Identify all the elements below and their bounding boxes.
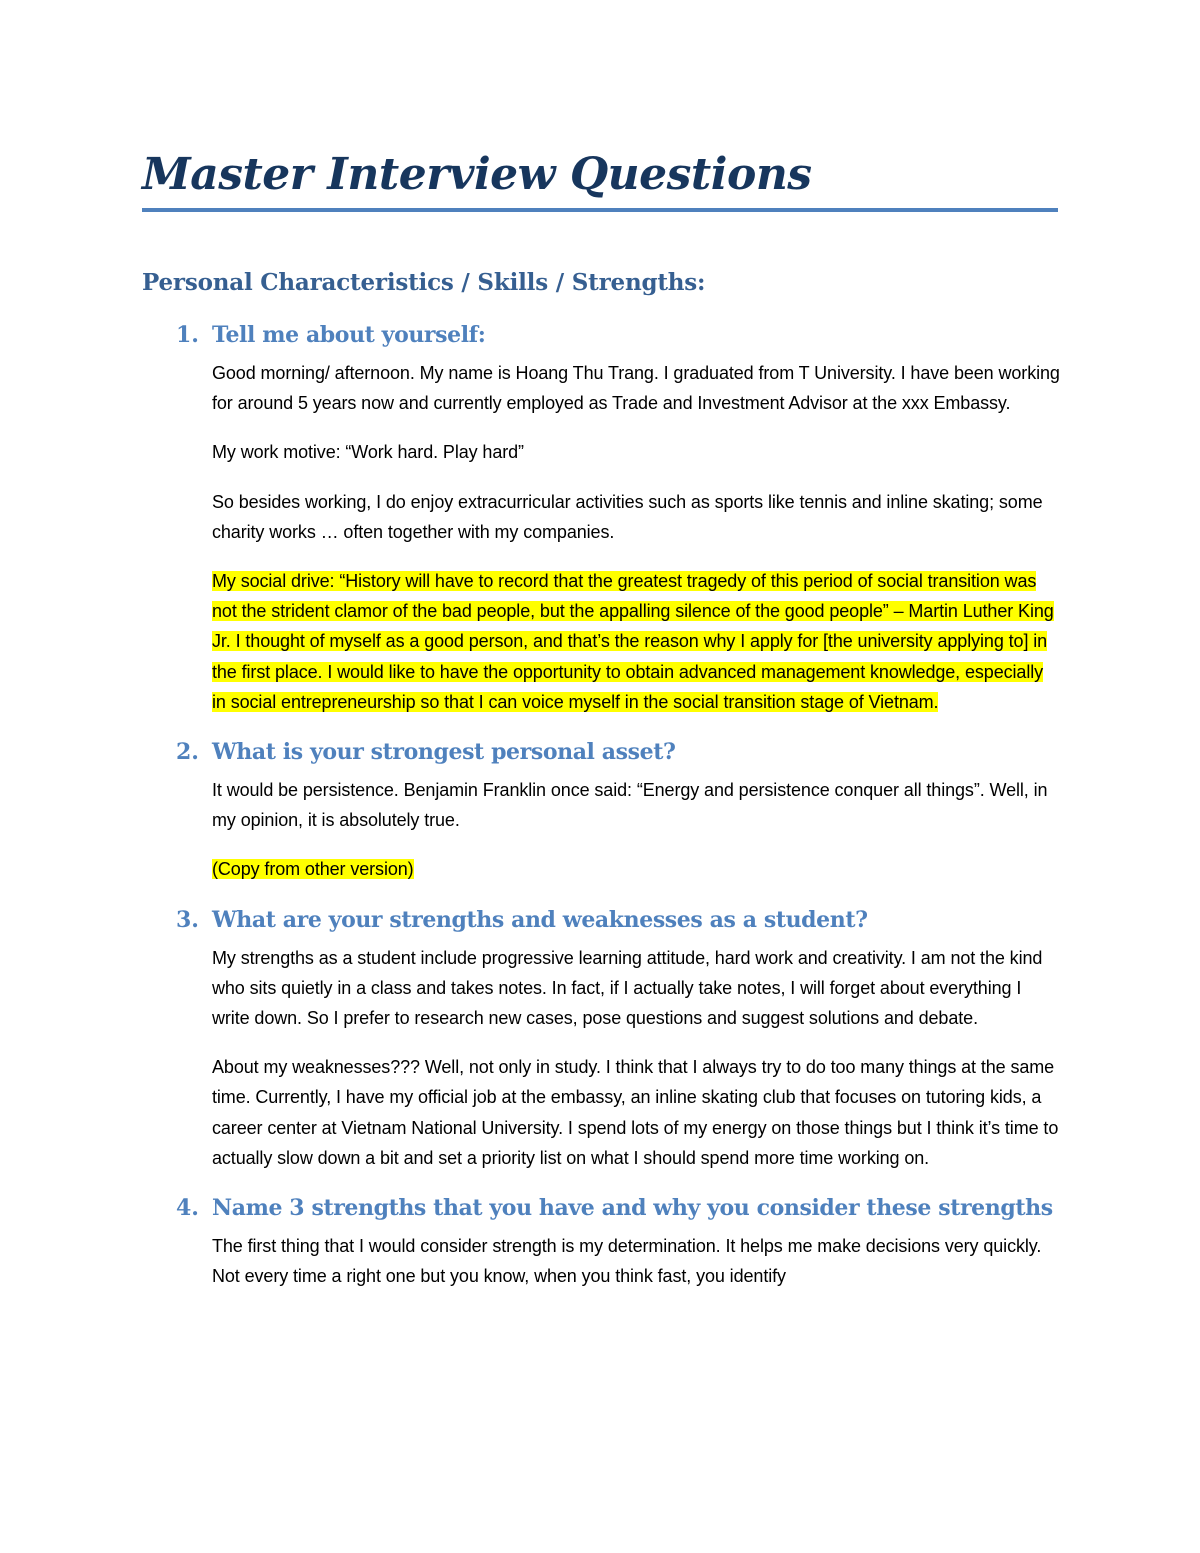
question-number: 1.: [176, 322, 199, 348]
answer-body: [212, 1231, 1060, 1291]
answer-paragraph: My strengths as a student include progressive learning attitude, hard work and creativity. I am not the kind who sits quietly in a class and takes notes. In fact, if I actually take notes, I will forget about everything I write down. So I prefer to research new cases, pose questions and suggest solutions and debate.: [212, 947, 1043, 1029]
title-underline-rule: [142, 208, 1058, 212]
question-list: [142, 322, 1060, 1291]
question-number: 2.: [176, 739, 199, 766]
answer-paragraph: So besides working, I do enjoy extracurricular activities such as sports like tennis and inline skating; some charity works … often together with my companies.: [212, 491, 1043, 542]
question-number: 4.: [176, 1195, 199, 1222]
answer-paragraph: Good morning/ afternoon. My name is Hoang Thu Trang. I graduated from T University. I have been working for around 5 years now and currently employed as Trade and Investment Advisor at the xxx Embassy.: [212, 363, 1060, 414]
text-highlight: My social drive: “History will have to record that the greatest tragedy of this period of social transition was not the strident clamor of the bad people, but the appalling silence of the good people” – Martin Luther King Jr. I thought of myself as a good person, and that’s the reason why I apply for [the university applying to] in the first place. I would like to have the opportunity to obtain advanced management knowledge, especially in social entrepreneurship so that I can voice myself in the social transition stage of Vietnam.: [212, 571, 1054, 712]
text-highlight: (Copy from other version): [212, 859, 414, 880]
answer-body: [212, 358, 1060, 717]
answer-body: [212, 943, 1060, 1173]
question-item: [142, 907, 1060, 1173]
question-title: Name 3 strengths that you have and why you consider these strengths: [212, 1195, 1053, 1222]
answer-body: [212, 775, 1060, 885]
question-title: What is your strongest personal asset?: [212, 739, 676, 766]
answer-paragraph: The first thing that I would consider strength is my determination. It helps me make decisions very quickly. Not every time a right one but you know, when you think fast, you identify: [212, 1236, 1042, 1287]
document-title: Master Interview Questions: [142, 149, 812, 200]
answer-paragraph: About my weaknesses??? Well, not only in study. I think that I always try to do too many things at the same time. Currently, I have my official job at the embassy, an inline skating club that focuses on tutoring kids, a career center at Vietnam National University. I spend lots of my energy on those things but I think it’s time to actually slow down a bit and set a priority list on what I should spend more time working on.: [212, 1057, 1059, 1168]
answer-paragraph: It would be persistence. Benjamin Franklin once said: “Energy and persistence conquer all things”. Well, in my opinion, it is absolutely true.: [212, 780, 1048, 831]
question-heading: [142, 907, 1060, 943]
answer-paragraph: My work motive: “Work hard. Play hard”: [212, 442, 524, 463]
question-title: What are your strengths and weaknesses as a student?: [212, 906, 868, 933]
question-item: [142, 322, 1060, 717]
section-heading: Personal Characteristics / Skills / Strengths:: [142, 269, 706, 296]
highlighted-paragraph: [212, 854, 1060, 884]
question-heading: [142, 322, 1060, 358]
question-heading: [142, 739, 1060, 775]
question-title: Tell me about yourself:: [212, 322, 486, 348]
document-content: [142, 145, 1060, 1313]
question-heading: [142, 1195, 1060, 1231]
highlighted-paragraph: [212, 566, 1060, 717]
question-item: [142, 1195, 1060, 1291]
question-number: 3.: [176, 906, 199, 933]
question-item: [142, 739, 1060, 885]
